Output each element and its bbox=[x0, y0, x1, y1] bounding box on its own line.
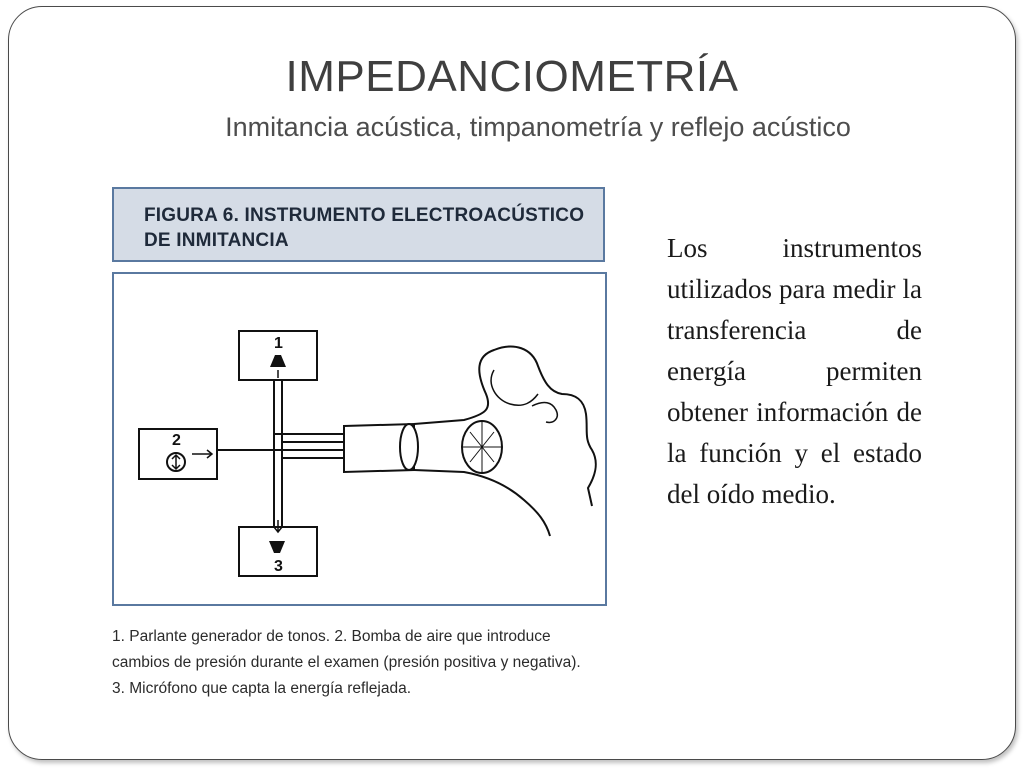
label-3: 3 bbox=[274, 558, 283, 575]
head-outline bbox=[414, 347, 596, 506]
slide-subtitle: Inmitancia acústica, timpanometría y reflejo acústico bbox=[225, 112, 851, 142]
probe-tip bbox=[400, 424, 418, 470]
body-paragraph: Los instrumentos utilizados para medir la transferencia de energía permiten obtener información de la función y el estado del oído medio. bbox=[667, 233, 922, 509]
speaker-icon bbox=[270, 355, 286, 367]
ossicles bbox=[491, 370, 538, 405]
label-1: 1 bbox=[274, 335, 283, 352]
figure-header bbox=[112, 187, 605, 262]
ear-canal-lower bbox=[414, 470, 550, 536]
caption-line: cambios de presión durante el examen (presión positiva y negativa). bbox=[112, 654, 581, 671]
pressure-arrows-icon bbox=[172, 455, 180, 469]
figure-caption bbox=[112, 624, 612, 702]
figure-header-line: DE INMITANCIA bbox=[144, 230, 289, 251]
cochlea bbox=[532, 403, 557, 423]
figure-header-line: FIGURA 6. INSTRUMENTO ELECTROACÚSTICO bbox=[144, 205, 585, 226]
caption-line: 1. Parlante generador de tonos. 2. Bomba de aire que introduce bbox=[112, 628, 551, 645]
immittance-diagram bbox=[114, 274, 609, 608]
caption-line: 3. Micrófono que capta la energía reflejada. bbox=[112, 680, 411, 697]
label-2: 2 bbox=[172, 432, 181, 449]
slide-title: IMPEDANCIOMETRÍA bbox=[285, 52, 739, 101]
arrow-icon bbox=[192, 450, 212, 458]
microphone-icon bbox=[269, 541, 285, 553]
figure-diagram bbox=[112, 272, 607, 606]
